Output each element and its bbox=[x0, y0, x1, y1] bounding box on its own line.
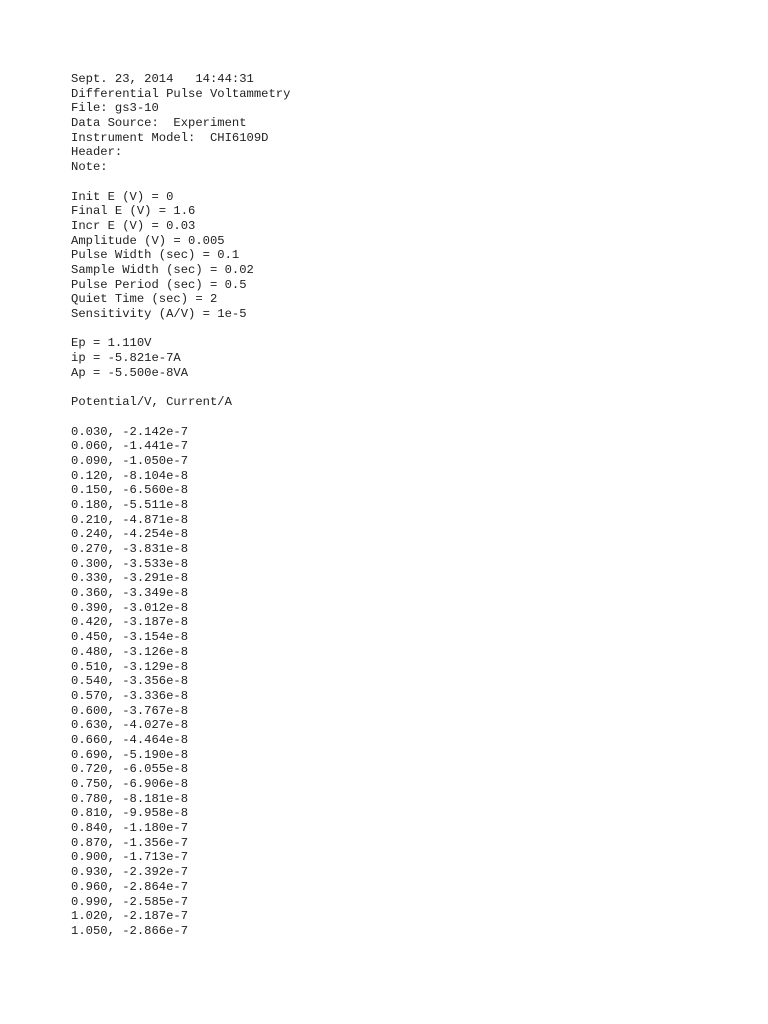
spacer bbox=[71, 175, 731, 190]
data-row: 0.450, -3.154e-8 bbox=[71, 630, 189, 645]
result-line: Ap = -5.500e-8VA bbox=[71, 365, 189, 380]
parameter-line: Incr E (V) = 0.03 bbox=[71, 218, 196, 233]
spacer bbox=[71, 322, 731, 337]
header-label-line: Header: bbox=[71, 145, 123, 160]
result-line: ip = -5.821e-7A bbox=[71, 351, 181, 366]
parameter-line: Pulse Width (sec) = 0.1 bbox=[71, 248, 240, 263]
note-label-line: Note: bbox=[71, 160, 108, 175]
data-row: 0.210, -4.871e-8 bbox=[71, 512, 189, 527]
data-row: 0.870, -1.356e-7 bbox=[71, 835, 189, 850]
date-text: Sept. 23, 2014 bbox=[71, 72, 174, 86]
data-row: 0.690, -5.190e-8 bbox=[71, 747, 189, 762]
time-text: 14:44:31 bbox=[195, 72, 254, 86]
data-row: 0.630, -4.027e-8 bbox=[71, 718, 189, 733]
datetime-line bbox=[71, 72, 731, 87]
data-row: 0.060, -1.441e-7 bbox=[71, 439, 189, 454]
data-row: 0.180, -5.511e-8 bbox=[71, 497, 189, 512]
data-row: 0.720, -6.055e-8 bbox=[71, 762, 189, 777]
data-row: 0.030, -2.142e-7 bbox=[71, 424, 189, 439]
data-row: 0.360, -3.349e-8 bbox=[71, 586, 189, 601]
data-row: 0.390, -3.012e-8 bbox=[71, 600, 189, 615]
data-row: 0.330, -3.291e-8 bbox=[71, 571, 189, 586]
parameter-line: Pulse Period (sec) = 0.5 bbox=[71, 277, 247, 292]
data-row: 0.600, -3.767e-8 bbox=[71, 703, 189, 718]
data-row: 0.810, -9.958e-8 bbox=[71, 806, 189, 821]
technique-line: Differential Pulse Voltammetry bbox=[71, 86, 291, 101]
data-row: 0.750, -6.906e-8 bbox=[71, 777, 189, 791]
data-row: 0.570, -3.336e-8 bbox=[71, 688, 189, 703]
data-row: 0.960, -2.864e-7 bbox=[71, 879, 189, 894]
data-row: 0.510, -3.129e-8 bbox=[71, 659, 189, 674]
data-row: 0.840, -1.180e-7 bbox=[71, 821, 189, 836]
data-row: 0.660, -4.464e-8 bbox=[71, 732, 189, 747]
data-table bbox=[71, 425, 731, 939]
data-row: 0.150, -6.560e-8 bbox=[71, 483, 189, 498]
parameters-block bbox=[71, 190, 731, 322]
data-row: 0.240, -4.254e-8 bbox=[71, 527, 189, 542]
data-row: 0.900, -1.713e-7 bbox=[71, 850, 189, 865]
data-row: 0.120, -8.104e-8 bbox=[71, 468, 189, 483]
data-row: 0.480, -3.126e-8 bbox=[71, 644, 189, 659]
data-source-line: Data Source: Experiment bbox=[71, 116, 247, 131]
data-row: 0.090, -1.050e-7 bbox=[71, 453, 189, 468]
parameter-line: Sample Width (sec) = 0.02 bbox=[71, 262, 254, 277]
data-row: 0.780, -8.181e-8 bbox=[71, 791, 189, 806]
parameter-line: Amplitude (V) = 0.005 bbox=[71, 233, 225, 248]
data-row: 1.050, -2.866e-7 bbox=[71, 923, 189, 938]
columns-header-line: Potential/V, Current/A bbox=[71, 395, 232, 410]
data-row: 0.270, -3.831e-8 bbox=[71, 542, 189, 556]
data-row: 0.540, -3.356e-8 bbox=[71, 674, 189, 689]
parameter-line: Sensitivity (A/V) = 1e-5 bbox=[71, 307, 247, 321]
file-line: File: gs3-10 bbox=[71, 101, 159, 116]
data-row: 0.420, -3.187e-8 bbox=[71, 615, 189, 630]
data-row: 0.990, -2.585e-7 bbox=[71, 894, 189, 909]
spacer bbox=[71, 380, 731, 395]
data-row: 0.300, -3.533e-8 bbox=[71, 556, 189, 571]
results-block bbox=[71, 336, 731, 380]
instrument-model-line: Instrument Model: CHI6109D bbox=[71, 130, 269, 145]
parameter-line: Init E (V) = 0 bbox=[71, 189, 174, 204]
data-row: 0.930, -2.392e-7 bbox=[71, 865, 189, 880]
parameter-line: Quiet Time (sec) = 2 bbox=[71, 292, 218, 307]
document-page bbox=[71, 72, 731, 939]
spacer bbox=[71, 410, 731, 425]
result-line: Ep = 1.110V bbox=[71, 336, 152, 351]
data-row: 1.020, -2.187e-7 bbox=[71, 909, 189, 924]
parameter-line: Final E (V) = 1.6 bbox=[71, 204, 196, 219]
